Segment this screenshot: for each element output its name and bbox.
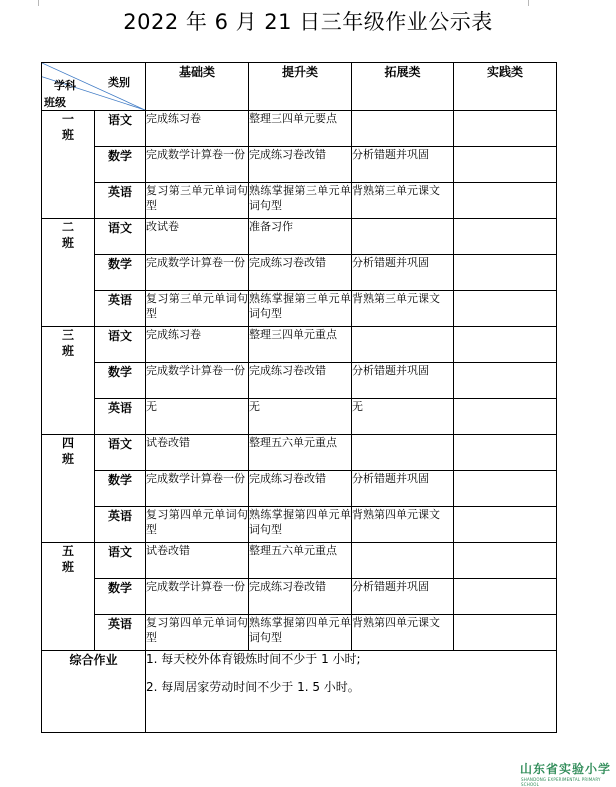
table-row xyxy=(42,219,557,255)
task-cell: 完成练习卷改错 xyxy=(249,147,352,183)
table-row xyxy=(42,471,557,507)
class-name-cell xyxy=(42,219,95,327)
task-cell: 分析错题并巩固 xyxy=(352,363,454,399)
subject-cell: 语文 xyxy=(95,327,146,363)
summary-label: 综合作业 xyxy=(42,651,146,733)
task-cell: 完成数学计算卷一份 xyxy=(146,147,249,183)
subject-cell: 数学 xyxy=(95,471,146,507)
page-title: 2022 年 6 月 21 日三年级作业公示表 xyxy=(123,10,493,34)
subject-cell: 英语 xyxy=(95,615,146,651)
task-cell: 整理五六单元重点 xyxy=(249,435,352,471)
category-header-extension: 拓展类 xyxy=(352,63,454,111)
task-cell: 整理三四单元要点 xyxy=(249,111,352,147)
task-cell xyxy=(454,183,557,219)
task-cell xyxy=(352,219,454,255)
subject-cell: 语文 xyxy=(95,435,146,471)
task-cell: 完成练习卷改错 xyxy=(249,579,352,615)
task-cell: 分析错题并巩固 xyxy=(352,255,454,291)
task-cell: 复习第四单元单词句型 xyxy=(146,507,249,543)
class-name-char: 班 xyxy=(61,560,74,574)
task-cell xyxy=(454,543,557,579)
task-cell: 熟练掌握第四单元单词句型 xyxy=(249,615,352,651)
summary-item: 1. 每天校外体育锻炼时间不少于 1 小时; xyxy=(146,652,361,666)
corner-category-label: 类别 xyxy=(108,76,130,89)
table-row xyxy=(42,147,557,183)
task-cell: 复习第三单元单词句型 xyxy=(146,291,249,327)
class-name-char: 班 xyxy=(61,128,74,142)
task-cell xyxy=(352,327,454,363)
task-cell: 完成练习卷改错 xyxy=(249,471,352,507)
task-cell: 完成练习卷改错 xyxy=(249,255,352,291)
task-cell xyxy=(454,471,557,507)
task-cell: 完成数学计算卷一份 xyxy=(146,363,249,399)
task-cell: 熟练掌握第三单元单词句型 xyxy=(249,183,352,219)
class-name-cell xyxy=(42,327,95,435)
task-cell: 背熟第三单元课文 xyxy=(352,183,454,219)
homework-table xyxy=(41,62,557,733)
class-name-char: 班 xyxy=(61,452,74,466)
class-name-char: 班 xyxy=(61,344,74,358)
table-row xyxy=(42,111,557,147)
task-cell: 分析错题并巩固 xyxy=(352,471,454,507)
task-cell: 整理五六单元重点 xyxy=(249,543,352,579)
task-cell: 完成数学计算卷一份 xyxy=(146,255,249,291)
school-logo: 山东省实验小学 xyxy=(520,762,612,776)
task-cell: 熟练掌握第三单元单词句型 xyxy=(249,291,352,327)
task-cell: 完成练习卷改错 xyxy=(249,363,352,399)
class-name-char: 班 xyxy=(61,236,74,250)
task-cell xyxy=(454,327,557,363)
task-cell xyxy=(352,111,454,147)
category-header-practice: 实践类 xyxy=(454,63,557,111)
task-cell xyxy=(454,255,557,291)
task-cell: 复习第四单元单词句型 xyxy=(146,615,249,651)
class-name-char: 五 xyxy=(61,544,74,558)
task-cell: 背熟第四单元课文 xyxy=(352,507,454,543)
task-cell: 整理三四单元重点 xyxy=(249,327,352,363)
task-cell: 完成数学计算卷一份 xyxy=(146,471,249,507)
table-row xyxy=(42,291,557,327)
school-logo-subtitle: SHANDONG EXPERIMENTAL PRIMARY SCHOOL xyxy=(521,777,601,787)
table-row xyxy=(42,435,557,471)
category-header-basic: 基础类 xyxy=(146,63,249,111)
class-name-cell xyxy=(42,111,95,219)
task-cell: 改试卷 xyxy=(146,219,249,255)
task-cell xyxy=(352,435,454,471)
summary-item: 2. 每周居家劳动时间不少于 1. 5 小时。 xyxy=(146,680,360,694)
class-name-char: 三 xyxy=(61,328,74,342)
task-cell: 背熟第四单元课文 xyxy=(352,615,454,651)
table-row xyxy=(42,183,557,219)
task-cell xyxy=(454,615,557,651)
table-row xyxy=(42,399,557,435)
task-cell xyxy=(454,219,557,255)
summary-body xyxy=(146,651,557,733)
task-cell xyxy=(454,111,557,147)
table-row xyxy=(42,579,557,615)
task-cell: 复习第三单元单词句型 xyxy=(146,183,249,219)
task-cell: 试卷改错 xyxy=(146,435,249,471)
task-cell xyxy=(454,147,557,183)
subject-cell: 语文 xyxy=(95,111,146,147)
table-row xyxy=(42,507,557,543)
task-cell: 完成练习卷 xyxy=(146,111,249,147)
subject-cell: 数学 xyxy=(95,579,146,615)
subject-cell: 英语 xyxy=(95,183,146,219)
corner-class-label: 班级 xyxy=(44,96,66,109)
task-cell xyxy=(454,399,557,435)
table-row xyxy=(42,543,557,579)
table-row xyxy=(42,255,557,291)
task-cell: 背熟第三单元课文 xyxy=(352,291,454,327)
task-cell xyxy=(454,579,557,615)
task-cell: 无 xyxy=(352,399,454,435)
class-name-char: 四 xyxy=(61,436,74,450)
task-cell xyxy=(454,507,557,543)
subject-cell: 英语 xyxy=(95,507,146,543)
class-name-char: 二 xyxy=(61,220,74,234)
subject-cell: 数学 xyxy=(95,255,146,291)
task-cell: 试卷改错 xyxy=(146,543,249,579)
subject-cell: 数学 xyxy=(95,363,146,399)
task-cell: 分析错题并巩固 xyxy=(352,147,454,183)
header-row xyxy=(42,63,557,111)
corner-header-cell xyxy=(42,63,146,111)
table-row xyxy=(42,615,557,651)
corner-subject-label: 学科 xyxy=(54,79,76,92)
task-cell: 准备习作 xyxy=(249,219,352,255)
subject-cell: 数学 xyxy=(95,147,146,183)
class-name-cell xyxy=(42,435,95,543)
task-cell xyxy=(454,435,557,471)
task-cell: 完成数学计算卷一份 xyxy=(146,579,249,615)
task-cell: 无 xyxy=(146,399,249,435)
subject-cell: 语文 xyxy=(95,543,146,579)
task-cell: 完成练习卷 xyxy=(146,327,249,363)
category-header-advanced: 提升类 xyxy=(249,63,352,111)
class-name-cell xyxy=(42,543,95,651)
task-cell: 熟练掌握第四单元单词句型 xyxy=(249,507,352,543)
table-row xyxy=(42,363,557,399)
task-cell xyxy=(454,291,557,327)
task-cell xyxy=(352,543,454,579)
class-name-char: 一 xyxy=(61,112,74,126)
subject-cell: 语文 xyxy=(95,219,146,255)
task-cell: 分析错题并巩固 xyxy=(352,579,454,615)
task-cell: 无 xyxy=(249,399,352,435)
table-row xyxy=(42,327,557,363)
summary-row xyxy=(42,651,557,733)
subject-cell: 英语 xyxy=(95,399,146,435)
subject-cell: 英语 xyxy=(95,291,146,327)
task-cell xyxy=(454,363,557,399)
